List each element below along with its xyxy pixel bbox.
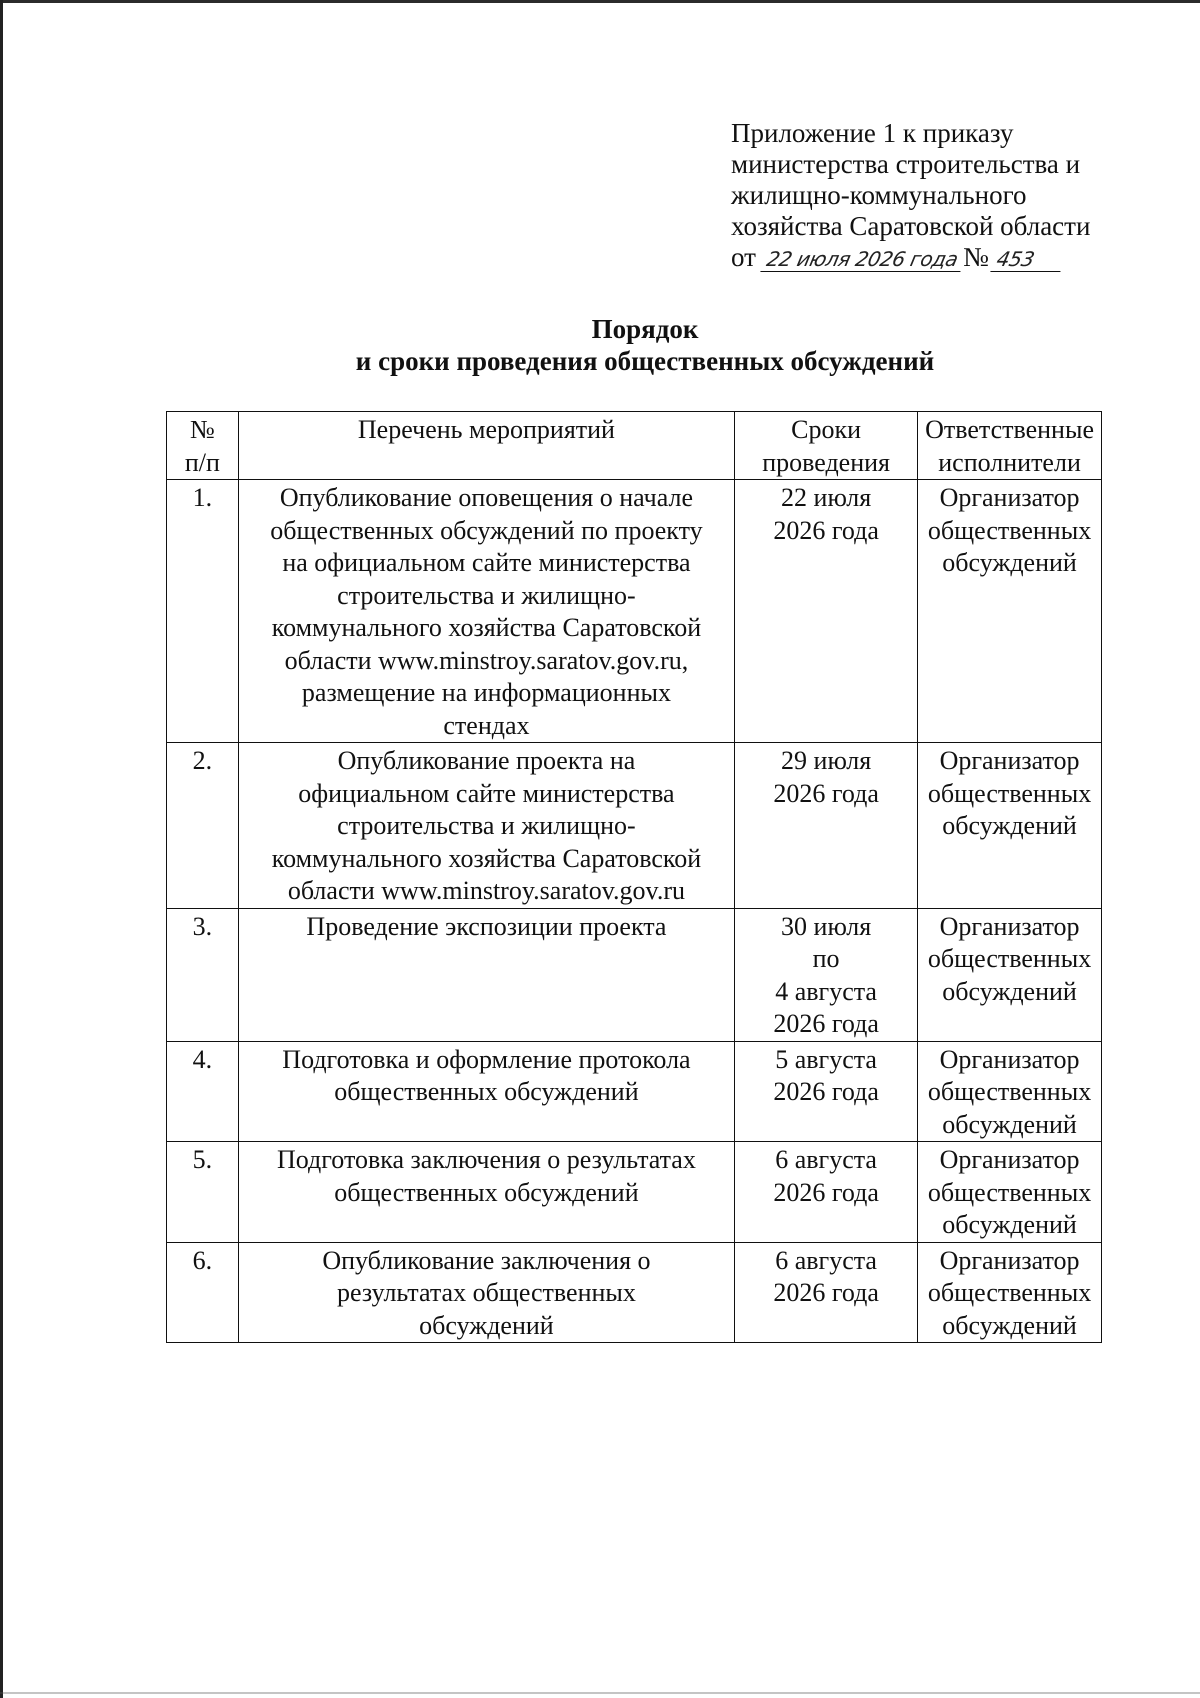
- row-activity-line: Проведение экспозиции проекта: [306, 911, 667, 941]
- row-responsible: [918, 1242, 1102, 1343]
- row-dates-line: 2026 года: [773, 778, 879, 808]
- header-activity: Перечень мероприятий: [238, 412, 734, 480]
- table-row: [167, 1242, 1102, 1343]
- appendix-line-4: хозяйства Саратовской области: [731, 211, 1091, 241]
- row-dates: [735, 743, 918, 909]
- row-dates-line: 2026 года: [773, 1278, 879, 1307]
- appendix-line-2: министерства строительства и: [731, 149, 1081, 179]
- row-responsible-line: обсуждений: [942, 548, 1077, 577]
- row-responsible-line: Организатор: [939, 1245, 1080, 1275]
- row-activity-line: Опубликование проекта на: [337, 746, 636, 775]
- title-line-1: Порядок: [591, 314, 699, 344]
- row-responsible-line: общественных: [927, 944, 1092, 973]
- row-responsible-line: обсуждений: [942, 1109, 1077, 1139]
- row-responsible-line: общественных: [927, 1177, 1092, 1207]
- row-dates-line: 6 августа: [775, 1145, 877, 1174]
- scan-edge-left: [0, 0, 3, 1698]
- row-dates-line: 2026 года: [773, 515, 879, 545]
- row-number: 4.: [167, 1041, 239, 1142]
- row-dates-line: по: [812, 944, 840, 973]
- row-responsible: [918, 1142, 1102, 1243]
- row-dates-line: 22 июля: [781, 483, 872, 512]
- handwritten-date: 22 июля 2026 года: [760, 247, 966, 272]
- row-activity: [238, 1041, 734, 1142]
- row-activity-line: области www.minstroy.saratov.gov.ru: [287, 876, 686, 905]
- appendix-line-1: Приложение 1 к приказу: [731, 118, 1014, 148]
- row-responsible-line: Организатор: [939, 1145, 1080, 1174]
- row-responsible: [918, 480, 1102, 743]
- row-responsible-line: Организатор: [939, 1044, 1080, 1074]
- document-title: [150, 313, 1140, 377]
- row-activity-line: результатах общественных: [337, 1278, 636, 1307]
- header-num: № п/п: [167, 412, 239, 480]
- table-row: [167, 1041, 1102, 1142]
- row-dates-line: 30 июля: [781, 911, 872, 941]
- row-responsible-line: общественных: [927, 1077, 1092, 1106]
- row-responsible: [918, 908, 1102, 1041]
- row-dates-line: 29 июля: [781, 746, 872, 775]
- row-responsible-line: обсуждений: [942, 811, 1077, 840]
- row-activity-line: общественных обсуждений: [334, 1177, 639, 1207]
- row-activity-line: коммунального хозяйства Саратовской: [271, 843, 702, 873]
- title-line-2: и сроки проведения общественных обсуждений: [355, 346, 935, 376]
- table-row: [167, 480, 1102, 743]
- row-activity: [238, 908, 734, 1041]
- table-row: [167, 1142, 1102, 1243]
- schedule-table: [166, 411, 1102, 1343]
- scan-edge-top: [0, 0, 1200, 3]
- row-activity: [238, 1142, 734, 1243]
- row-activity-line: области www.minstroy.saratov.gov.ru,: [284, 645, 689, 675]
- row-activity-line: обсуждений: [419, 1310, 554, 1340]
- row-responsible-line: Организатор: [939, 483, 1080, 512]
- row-dates: [735, 1142, 918, 1243]
- row-activity-line: коммунального хозяйства Саратовской: [271, 613, 702, 642]
- row-dates-line: 2026 года: [773, 1077, 879, 1106]
- row-activity-line: Подготовка и оформление протокола: [282, 1044, 691, 1074]
- row-activity-line: общественных обсуждений: [334, 1077, 639, 1106]
- row-activity: [238, 743, 734, 909]
- row-dates-line: 2026 года: [773, 1009, 879, 1038]
- row-dates: [735, 1041, 918, 1142]
- row-activity-line: стендах: [443, 710, 530, 740]
- appendix-line-3: жилищно-коммунального: [731, 180, 1027, 210]
- header-responsible: Ответственные исполнители: [918, 412, 1102, 480]
- row-activity-line: строительства и жилищно-: [337, 580, 636, 610]
- date-prefix: от: [731, 242, 756, 272]
- row-activity: [238, 480, 734, 743]
- appendix-header: [731, 118, 1171, 273]
- row-responsible-line: Организатор: [939, 746, 1080, 775]
- scan-edge-bottom: [0, 1692, 1200, 1694]
- row-responsible: [918, 1041, 1102, 1142]
- appendix-date-line: [731, 242, 1171, 273]
- row-activity-line: строительства и жилищно-: [337, 811, 636, 840]
- row-activity-line: общественных обсуждений по проекту: [270, 515, 703, 545]
- table-body: [167, 480, 1102, 1343]
- row-responsible-line: общественных: [927, 1278, 1092, 1307]
- row-activity-line: официальном сайте министерства: [298, 778, 675, 808]
- row-activity-line: Подготовка заключения о результатах: [277, 1145, 696, 1174]
- row-activity: [238, 1242, 734, 1343]
- row-activity-line: Опубликование заключения о: [322, 1245, 651, 1275]
- row-responsible-line: обсуждений: [942, 976, 1077, 1006]
- row-dates: [735, 908, 918, 1041]
- row-number: 2.: [167, 743, 239, 909]
- row-number: 5.: [167, 1142, 239, 1243]
- row-number: 3.: [167, 908, 239, 1041]
- row-dates-line: 5 августа: [775, 1044, 877, 1074]
- table-row: [167, 908, 1102, 1041]
- row-dates: [735, 480, 918, 743]
- row-dates: [735, 1242, 918, 1343]
- row-responsible-line: общественных: [927, 515, 1092, 545]
- row-dates-line: 6 августа: [775, 1245, 877, 1275]
- handwritten-number: 453: [990, 247, 1065, 272]
- row-responsible-line: Организатор: [939, 911, 1080, 941]
- row-activity-line: Опубликование оповещения о начале: [279, 483, 694, 512]
- row-activity-line: на официальном сайте министерства: [282, 548, 691, 577]
- row-number: 6.: [167, 1242, 239, 1343]
- row-responsible-line: обсуждений: [942, 1210, 1077, 1239]
- row-number: 1.: [167, 480, 239, 743]
- row-responsible: [918, 743, 1102, 909]
- row-activity-line: размещение на информационных: [301, 678, 671, 707]
- header-dates: Сроки проведения: [735, 412, 918, 480]
- row-responsible-line: обсуждений: [942, 1310, 1077, 1340]
- row-responsible-line: общественных: [927, 778, 1092, 808]
- number-prefix: №: [963, 242, 989, 272]
- row-dates-line: 4 августа: [775, 976, 877, 1006]
- table-header-row: [167, 412, 1102, 480]
- table-row: [167, 743, 1102, 909]
- row-dates-line: 2026 года: [773, 1177, 879, 1207]
